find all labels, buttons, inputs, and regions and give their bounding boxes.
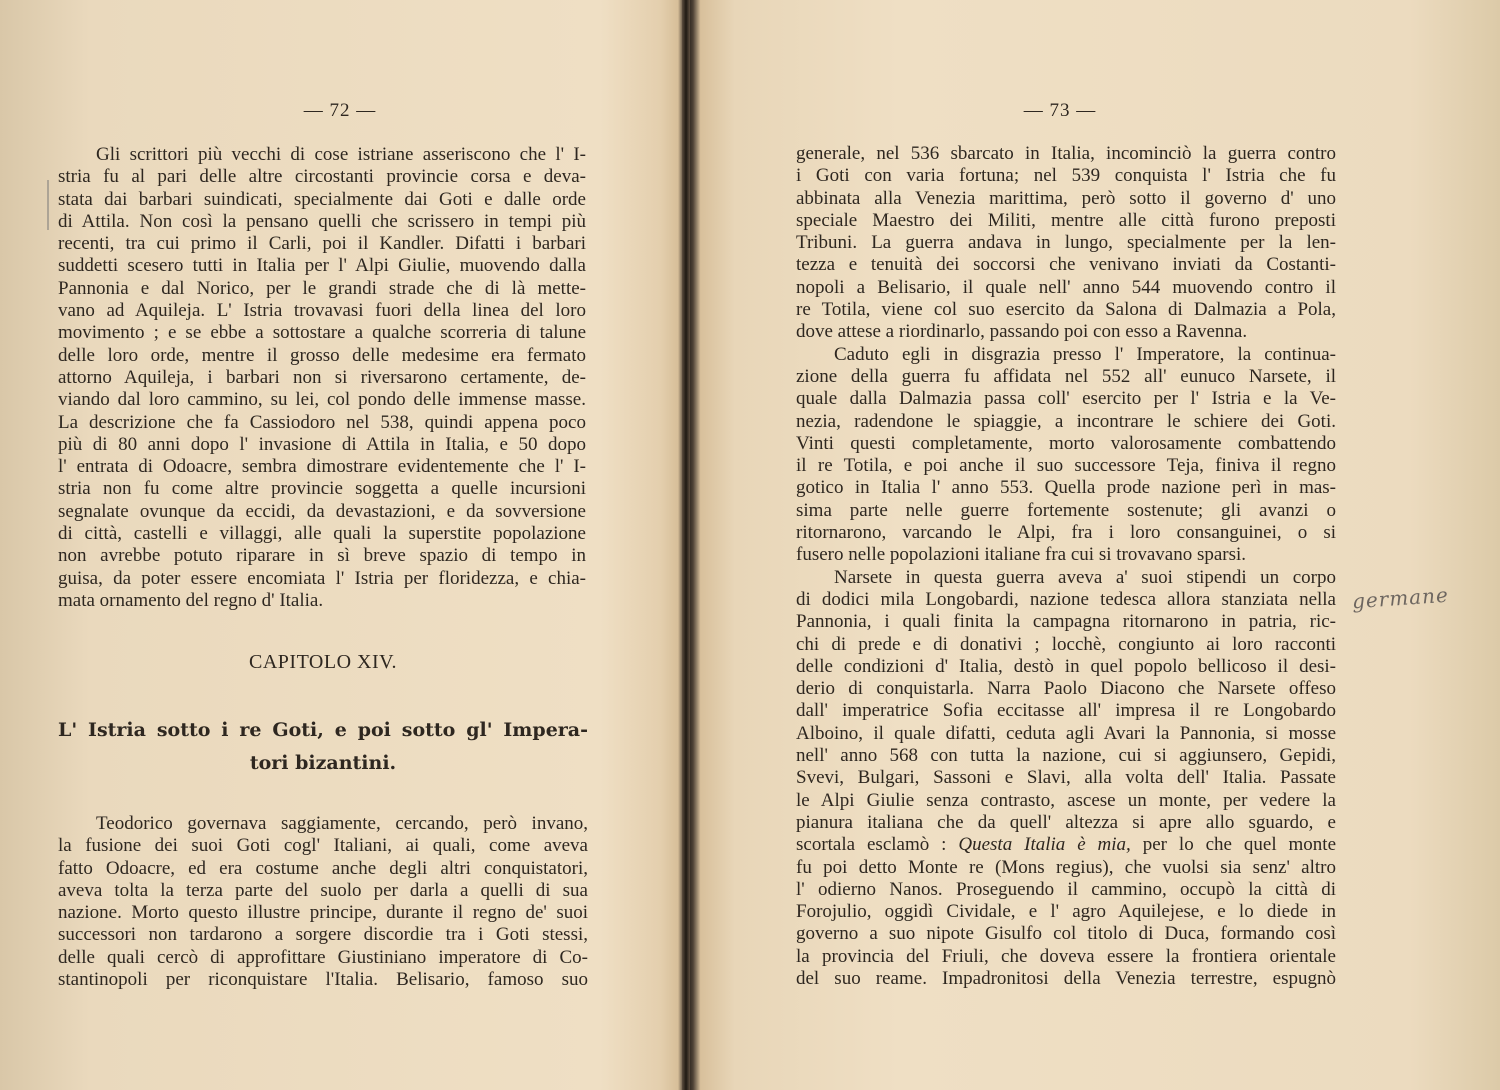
text-line: La descrizione che fa Cassiodoro nel 538, quindi appena poco <box>58 411 586 433</box>
chapter-paragraph <box>58 813 588 991</box>
text-line: zione della guerra fu affidata nel 552 all' eunuco Narsete, il <box>796 365 1336 387</box>
text-line: segnalate ovunque da eccidi, da devastazioni, e da sovversione <box>58 500 586 522</box>
text-line: gotico in Italia l' anno 553. Quella prode nazione perì in mas- <box>796 477 1336 499</box>
text-line: nezia, radendone le spiaggie, a incontrare le schiere dei Goti. <box>796 410 1336 432</box>
text-line: recenti, tra cui primo il Carli, poi il Kandler. Difatti i barbari <box>58 233 586 255</box>
text-line: delle condizioni d' Italia, destò in quel popolo bellicoso il desi- <box>796 655 1336 677</box>
text-line: movimento ; e se ebbe a sottostare a qualche scorreria di talune <box>58 322 586 344</box>
text-line: guisa, da poter essere encomiata l' Istria per floridezza, e chia- <box>58 567 586 589</box>
chapter-title <box>58 714 588 780</box>
text-line: l' odierno Nanos. Proseguendo il cammino, occupò la città di <box>796 878 1336 900</box>
quote-after: per lo che quel monte <box>1142 834 1337 856</box>
text-line: mata ornamento del regno d' Italia. <box>58 589 324 611</box>
text-line: Alboino, il quale difatti, ceduta agli Avari la Pannonia, si mosse <box>796 722 1336 744</box>
text-line: governo a suo nipote Gisulfo col titolo di Duca, formando così <box>796 923 1336 945</box>
text-line: fu poi detto Monte re (Mons regius), che vuolsi sia senz' altro <box>796 856 1336 878</box>
book-spine <box>682 0 690 1090</box>
text-line: la provincia del Friuli, che doveva essere la frontiera orientale <box>796 945 1336 967</box>
text-line: pianura italiana che da quell' altezza si apre allo sguardo, e <box>796 811 1336 833</box>
text-line: aveva tolta la terza parte del suolo per darla a quelli di sua <box>58 879 588 901</box>
text-line: viando dal loro cammino, su lei, col pondo delle immense masse. <box>58 389 586 411</box>
text-line: stria non fu come altre provincie soggetta a quelle incursioni <box>58 478 586 500</box>
left-page-number: — 72 — <box>303 100 377 121</box>
text-line: Forojulio, oggidì Cividale, e l' agro Aquilejese, e lo diede in <box>796 901 1336 923</box>
text-line: la fusione dei suoi Goti cogl' Italiani, ai quali, come aveva <box>58 835 588 857</box>
text-line: generale, nel 536 sbarcato in Italia, incominciò la guerra contro <box>796 143 1336 164</box>
chapter-heading: CAPITOLO XIV. <box>249 651 397 673</box>
right-page <box>690 0 1500 1090</box>
text-line: successori non tardarono a sorgere discordie tra i Goti stessi, <box>58 924 588 946</box>
text-line: nopoli a Belisario, il quale nell' anno 544 muovendo contro il <box>796 276 1336 298</box>
left-paragraph <box>58 144 586 612</box>
text-line: Tribuni. La guerra andava in lungo, specialmente per la len- <box>796 232 1336 254</box>
text-line: dall' imperatrice Sofia eccitasse all' impresa il re Longobardo <box>796 700 1336 722</box>
text-line: del suo reame. Impadronitosi della Venezia terrestre, espugnò <box>796 967 1336 989</box>
left-page <box>0 0 680 1090</box>
text-line: attorno Aquileja, i barbari non si riversarono certamente, de- <box>58 366 586 388</box>
text-line: re Totila, viene col suo esercito da Salona di Dalmazia a Pola, <box>796 299 1336 321</box>
text-line: Narsete in questa guerra aveva a' suoi stipendi un corpo <box>834 566 1336 588</box>
text-line: fatto Odoacre, ed era costume anche degli altri conquistatori, <box>58 857 588 879</box>
text-line: Svevi, Bulgari, Sassoni e Slavi, alla volta dell' Italia. Passate <box>796 767 1336 789</box>
text-line: Vinti questi completamente, morto valorosamente combattendo <box>796 432 1336 454</box>
text-line: delle loro orde, mentre il grosso delle medesime era fermato <box>58 344 586 366</box>
text-line: l' entrata di Odoacre, sembra dimostrare evidentemente che l' I- <box>58 456 586 478</box>
text-line: nazione. Morto questo illustre principe, durante il regno de' suoi <box>58 902 588 924</box>
text-line: il re Totila, e poi anche il suo successore Teja, finiva il regno <box>796 455 1336 477</box>
right-page-number: — 73 — <box>1023 100 1097 121</box>
text-line: vano ad Aquileja. L' Istria trovavasi fuori della linea del loro <box>58 300 586 322</box>
text-line: stantinopoli per riconquistare l'Italia. Belisario, famoso suo <box>58 969 588 991</box>
quote-italic: Questa Italia è mia, <box>958 834 1143 856</box>
text-line: quale dalla Dalmazia passa coll' esercito per l' Istria e la Ve- <box>796 388 1336 410</box>
text-line: delle quali cercò di approfittare Giustiniano imperatore di Co- <box>58 946 588 968</box>
text-line: ritornarono, varcando le Alpi, fra i loro consanguinei, o si <box>796 522 1336 544</box>
text-line: abbinata alla Venezia marittima, però sotto il governo d' uno <box>796 187 1336 209</box>
text-line: nell' anno 568 con tutta la nazione, cui si aggiunsero, Gepidi, <box>796 745 1336 767</box>
text-line: i Goti con varia fortuna; nel 539 conquista l' Istria che fu <box>796 165 1336 187</box>
text-line: Gli scrittori più vecchi di cose istriane asseriscono che l' I- <box>96 144 586 165</box>
margin-annotation: germane <box>1351 582 1450 614</box>
text-line: più di 80 anni dopo l' invasione di Attila in Italia, e 50 dopo <box>58 433 586 455</box>
quote-lead: scortala esclamò : <box>796 834 959 856</box>
text-line: suddetti scesero tutti in Italia per l' Alpi Giulie, muovendo dalla <box>58 255 586 277</box>
text-line: stria fu al pari delle altre circostanti provincie corsa e deva- <box>58 166 586 188</box>
text-line: di città, castelli e villaggi, alle quali la superstite popolazione <box>58 523 586 545</box>
text-line: le Alpi Giulie senza contrasto, ascese un monte, per vedere la <box>796 789 1336 811</box>
text-line: non avrebbe potuto riparare in sì breve spazio di tempo in <box>58 545 586 567</box>
right-paragraph <box>796 143 1336 990</box>
text-line: dove attese a riordinarlo, passando poi con esso a Ravenna. <box>796 321 1248 343</box>
chapter-title-line-1: L' Istria sotto i re Goti, e poi sotto gl' Impera- <box>58 719 588 741</box>
text-line: derio di conquistarla. Narra Paolo Diacono che Narsete offeso <box>796 678 1336 700</box>
text-line: di Attila. Non così la pensano quelli che scrissero in tempi più <box>58 210 586 232</box>
text-line: Teodorico governava saggiamente, cercando, però invano, <box>96 813 588 834</box>
text-line: tezza e tenuità dei soccorsi che venivano inviati da Costanti- <box>796 254 1336 276</box>
chapter-title-line-2: tori bizantini. <box>249 752 397 774</box>
text-line: speciale Maestro dei Militi, mentre alle città furono preposti <box>796 209 1336 231</box>
text-line: di dodici mila Longobardi, nazione tedesca allora stanziata nella <box>796 588 1336 610</box>
text-line: sima parte nelle guerre fortemente sostenute; gli avanzi o <box>796 499 1336 521</box>
text-line: fusero nelle popolazioni italiane fra cui si trovavano sparsi. <box>796 544 1247 566</box>
text-line: stata dai barbari suindicati, specialmente dai Goti e dalle orde <box>58 188 586 210</box>
quote-line <box>796 834 1336 856</box>
text-line: Caduto egli in disgrazia presso l' Imperatore, la continua- <box>834 343 1336 365</box>
margin-pencil-mark <box>47 180 49 230</box>
text-line: chi di prede e di donativi ; locchè, congiunto ai loro racconti <box>796 633 1336 655</box>
text-line: Pannonia e dal Norico, per le grandi strade che di là mette- <box>58 277 586 299</box>
text-line: Pannonia, i quali finita la campagna ritornarono in patria, ric- <box>796 611 1336 633</box>
